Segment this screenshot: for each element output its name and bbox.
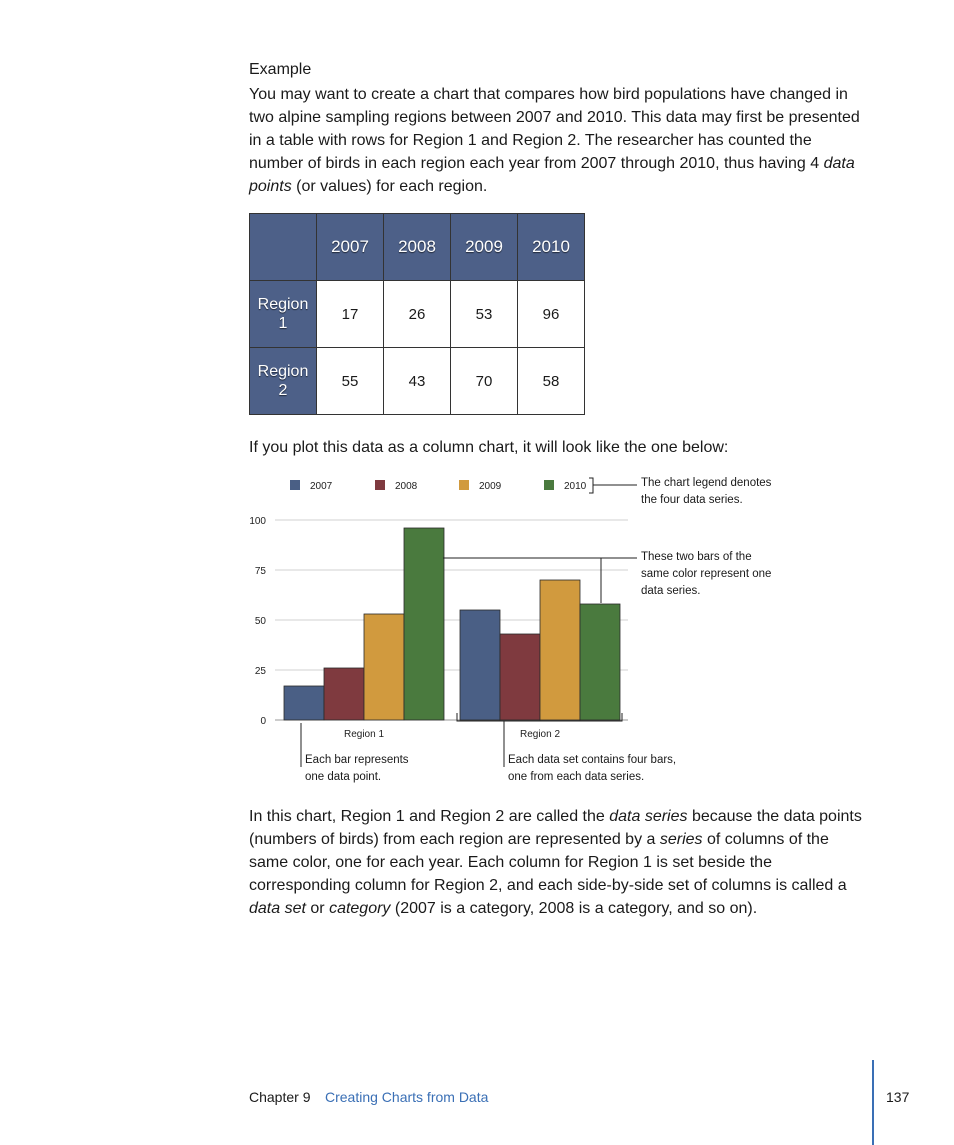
explanation-text: of columns of the same color, one for each year. Each column for Region 1 is set beside the corresponding column for Region 2, and each side-by-side set of columns is called a	[249, 831, 847, 894]
bar-2009-2	[540, 580, 580, 720]
intro-text-a: You may want to create a chart that compares how bird populations have changed in two alpine sampling regions between 2007 and 2010. This data may first be presented in a table with rows for Region 1 and Region 2. The researcher has counted the number of birds in each region each year from 2007 through 2010, thus having 4	[249, 86, 860, 172]
legend-swatch	[375, 480, 385, 490]
row-header-line: Region	[257, 296, 309, 313]
y-tick-label: 25	[254, 666, 266, 677]
callout-line: Each data set contains four bars,	[508, 754, 677, 766]
column-header: 2008	[384, 214, 451, 281]
legend-label: 2008	[395, 481, 418, 492]
explanation-text: or	[305, 900, 330, 917]
legend-label: 2009	[479, 481, 502, 492]
explanation-emphasis: data set	[249, 900, 306, 917]
example-heading: Example	[249, 61, 312, 78]
explanation-text: In this chart, Region 1 and Region 2 are called the	[249, 808, 610, 825]
y-axis-ticks	[249, 516, 266, 727]
row-header	[250, 348, 317, 415]
series-callout-text	[641, 549, 771, 600]
y-tick-label: 0	[260, 716, 266, 727]
intro-text-b: (or values) for each region.	[291, 178, 488, 195]
column-header: 2009	[451, 214, 518, 281]
row-header-line: 2	[278, 382, 288, 399]
bar-2007-1	[284, 686, 324, 720]
bar-callout-text	[305, 752, 409, 786]
dataset-callout-text	[508, 752, 676, 786]
explanation-text: (2007 is a category, 2008 is a category, and so on).	[390, 900, 758, 917]
table-row	[250, 281, 585, 348]
table-cell: 58	[518, 348, 585, 415]
table-cell: 96	[518, 281, 585, 348]
callout-line: data series.	[641, 585, 701, 597]
callout-line: The chart legend denotes	[641, 477, 772, 489]
table-cell: 43	[384, 348, 451, 415]
bar-2010-2	[580, 604, 620, 720]
y-tick-label: 50	[254, 616, 266, 627]
column-header: 2007	[317, 214, 384, 281]
row-header	[250, 281, 317, 348]
callout-line: These two bars of the	[641, 551, 752, 563]
row-header-line: 1	[278, 315, 288, 332]
chart-intro-text: If you plot this data as a column chart, it will look like the one below:	[249, 439, 729, 456]
legend-label: 2010	[564, 481, 587, 492]
bar-2008-1	[324, 668, 364, 720]
explanation-text: because the data points (numbers of birds) from each region are represented by a	[249, 808, 862, 848]
bird-data-table	[249, 213, 585, 415]
footer-divider	[872, 1060, 874, 1145]
chart-bars	[284, 528, 620, 720]
explanation-emphasis: data series	[609, 808, 688, 825]
bar-2009-1	[364, 614, 404, 720]
table-header-row	[250, 214, 585, 281]
intro-emphasis: data points	[249, 155, 855, 195]
table-cell: 17	[317, 281, 384, 348]
table-cell: 55	[317, 348, 384, 415]
intro-paragraph	[249, 83, 869, 198]
category-label: Region 1	[343, 729, 385, 740]
explanation-emphasis: category	[329, 900, 391, 917]
column-chart	[0, 465, 954, 795]
footer-chapter-link[interactable]: Creating Charts from Data	[325, 1089, 489, 1105]
row-header-line: Region	[257, 363, 309, 380]
column-header: 2010	[518, 214, 585, 281]
callout-line: one from each data series.	[508, 771, 645, 783]
callout-line: Each bar represents	[305, 754, 409, 766]
footer-chapter: Chapter 9	[249, 1089, 311, 1105]
explanation-emphasis: series	[659, 831, 703, 848]
legend-swatch	[459, 480, 469, 490]
bar-2007-2	[460, 610, 500, 720]
legend-swatch	[544, 480, 554, 490]
callout-line: the four data series.	[641, 494, 743, 506]
table-cell: 26	[384, 281, 451, 348]
legend-bracket	[589, 478, 593, 493]
category-label: Region 2	[519, 729, 561, 740]
legend-swatch	[290, 480, 300, 490]
callout-line: same color represent one	[641, 568, 772, 580]
table-row	[250, 348, 585, 415]
callout-line: one data point.	[305, 771, 382, 783]
bar-2010-1	[404, 528, 444, 720]
table-cell: 70	[451, 348, 518, 415]
page-number: 137	[886, 1089, 910, 1105]
y-tick-label: 100	[249, 516, 266, 527]
table-corner-cell	[250, 214, 317, 281]
table-cell: 53	[451, 281, 518, 348]
category-labels	[344, 729, 560, 740]
bar-2008-2	[500, 634, 540, 720]
legend-label: 2007	[310, 481, 333, 492]
explanation-paragraph	[249, 805, 869, 920]
y-tick-label: 75	[254, 566, 266, 577]
chart-legend	[290, 480, 587, 492]
legend-callout-text	[641, 475, 771, 509]
